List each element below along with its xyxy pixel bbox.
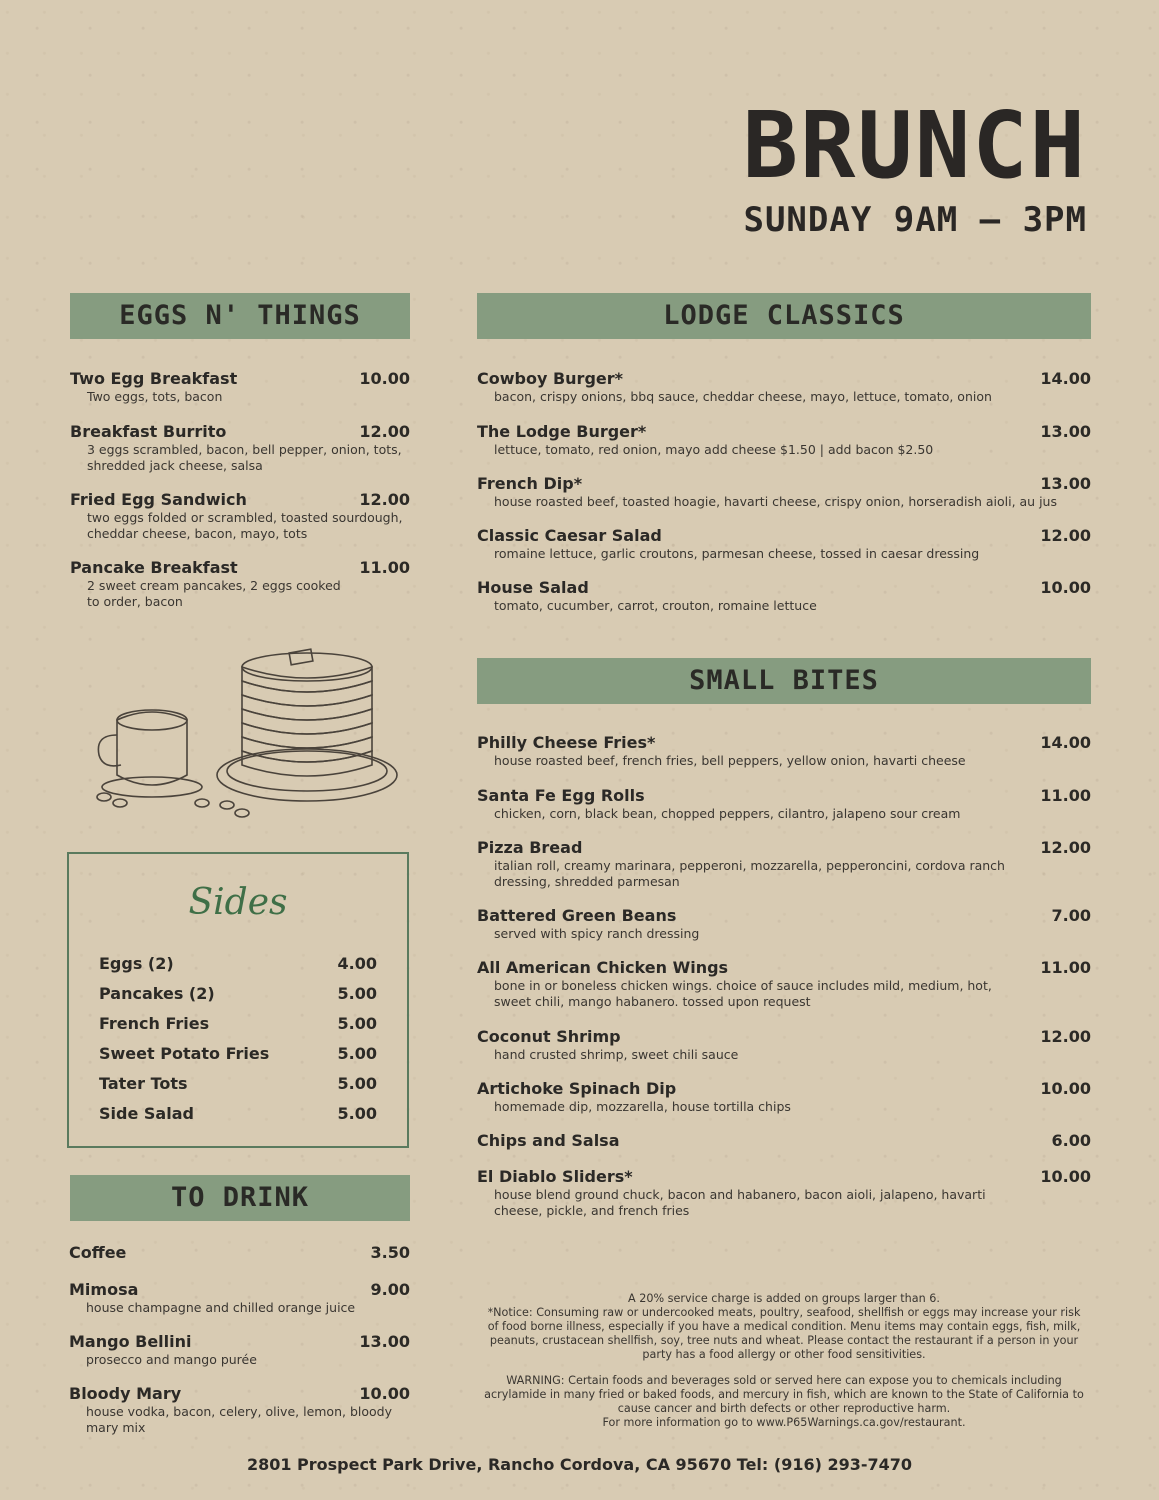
side-price: 5.00 bbox=[337, 1014, 377, 1033]
item-price: 9.00 bbox=[370, 1280, 410, 1299]
eggs-heading: EGGS N' THINGS bbox=[70, 293, 410, 339]
side-price: 4.00 bbox=[337, 954, 377, 973]
item-price: 12.00 bbox=[1040, 1027, 1091, 1046]
item-price: 10.00 bbox=[359, 369, 410, 388]
item-price: 10.00 bbox=[1040, 1079, 1091, 1098]
brunch-hours: SUNDAY 9AM – 3PM bbox=[743, 200, 1087, 240]
notice-line: WARNING: Certain foods and beverages sold or served here can expose you to chemicals including bbox=[506, 1374, 1062, 1387]
description-line: 2 sweet cream pancakes, 2 eggs cooked bbox=[87, 578, 341, 593]
side-name: French Fries bbox=[99, 1014, 210, 1033]
item-description bbox=[70, 442, 410, 474]
description-line: house roasted beef, french fries, bell peppers, yellow onion, havarti cheese bbox=[494, 753, 966, 768]
item-description bbox=[477, 389, 1091, 405]
item-name: The Lodge Burger* bbox=[477, 422, 647, 441]
description-line: 3 eggs scrambled, bacon, bell pepper, onion, tots, bbox=[87, 442, 402, 457]
item-description bbox=[477, 978, 1091, 1010]
item-description bbox=[477, 442, 1091, 458]
lodge-menu-item bbox=[477, 369, 1091, 405]
side-name: Tater Tots bbox=[99, 1074, 188, 1093]
item-price: 13.00 bbox=[1040, 422, 1091, 441]
eggs-menu-item bbox=[70, 422, 410, 474]
item-price: 14.00 bbox=[1040, 369, 1091, 388]
item-name: Pizza Bread bbox=[477, 838, 583, 857]
item-name: Mimosa bbox=[69, 1280, 139, 1299]
item-price: 12.00 bbox=[1040, 526, 1091, 545]
item-description bbox=[477, 494, 1091, 510]
item-description bbox=[70, 510, 410, 542]
item-price: 12.00 bbox=[359, 422, 410, 441]
lodge-heading: LODGE CLASSICS bbox=[477, 293, 1091, 339]
item-price: 10.00 bbox=[359, 1384, 410, 1403]
item-price: 11.00 bbox=[359, 558, 410, 577]
description-line: tomato, cucumber, carrot, crouton, romaine lettuce bbox=[494, 598, 817, 613]
item-description bbox=[477, 753, 1091, 769]
item-name: Two Egg Breakfast bbox=[70, 369, 238, 388]
notice-line: of food borne illness, especially if you have a medical condition. Menu items may contain eggs, fish, milk, bbox=[487, 1320, 1081, 1333]
notice-line: For more information go to www.P65Warnings.ca.gov/restaurant. bbox=[602, 1416, 966, 1429]
bites-heading: SMALL BITES bbox=[477, 658, 1091, 704]
item-name: Fried Egg Sandwich bbox=[70, 490, 247, 509]
side-item bbox=[99, 1104, 377, 1123]
item-price: 14.00 bbox=[1040, 733, 1091, 752]
bites-menu-item bbox=[477, 958, 1091, 1010]
description-line: cheese, pickle, and french fries bbox=[494, 1203, 690, 1218]
eggs-menu-item bbox=[70, 490, 410, 542]
item-name: Mango Bellini bbox=[69, 1332, 192, 1351]
description-line: cheddar cheese, bacon, mayo, tots bbox=[87, 526, 308, 541]
item-name: All American Chicken Wings bbox=[477, 958, 729, 977]
item-name: Santa Fe Egg Rolls bbox=[477, 786, 645, 805]
item-price: 12.00 bbox=[1040, 838, 1091, 857]
eggs-menu-item bbox=[70, 369, 410, 405]
drink-heading: TO DRINK bbox=[70, 1175, 410, 1221]
notice-line: *Notice: Consuming raw or undercooked meats, poultry, seafood, shellfish or eggs may increase your risk bbox=[487, 1306, 1081, 1319]
item-description bbox=[70, 578, 410, 610]
lodge-menu-item bbox=[477, 474, 1091, 510]
drink-menu-item bbox=[69, 1384, 410, 1436]
bites-menu-item bbox=[477, 1079, 1091, 1115]
notice-allergy bbox=[477, 1292, 1091, 1362]
drink-menu-item bbox=[69, 1280, 410, 1316]
description-line: lettuce, tomato, red onion, mayo add cheese $1.50 | add bacon $2.50 bbox=[494, 442, 934, 457]
side-name: Side Salad bbox=[99, 1104, 194, 1123]
item-price: 13.00 bbox=[359, 1332, 410, 1351]
item-price: 12.00 bbox=[359, 490, 410, 509]
side-name: Eggs (2) bbox=[99, 954, 174, 973]
side-price: 5.00 bbox=[337, 1044, 377, 1063]
item-name: Battered Green Beans bbox=[477, 906, 677, 925]
notice-line: A 20% service charge is added on groups larger than 6. bbox=[628, 1292, 940, 1305]
bites-menu-item bbox=[477, 786, 1091, 822]
item-description bbox=[477, 546, 1091, 562]
notice-warning bbox=[477, 1374, 1091, 1430]
item-name: Cowboy Burger* bbox=[477, 369, 623, 388]
description-line: chicken, corn, black bean, chopped peppers, cilantro, jalapeno sour cream bbox=[494, 806, 961, 821]
description-line: house vodka, bacon, celery, olive, lemon, bloody bbox=[86, 1404, 392, 1419]
item-price: 7.00 bbox=[1051, 906, 1091, 925]
item-name: Chips and Salsa bbox=[477, 1131, 620, 1150]
item-name: Classic Caesar Salad bbox=[477, 526, 662, 545]
description-line: house blend ground chuck, bacon and habanero, bacon aioli, jalapeno, havarti bbox=[494, 1187, 986, 1202]
item-name: Bloody Mary bbox=[69, 1384, 182, 1403]
bites-menu-item bbox=[477, 733, 1091, 769]
drink-menu-item bbox=[69, 1243, 410, 1262]
side-name: Pancakes (2) bbox=[99, 984, 215, 1003]
bites-menu-item bbox=[477, 1027, 1091, 1063]
description-line: prosecco and mango purée bbox=[86, 1352, 257, 1367]
drink-menu-item bbox=[69, 1332, 410, 1368]
bites-menu-item bbox=[477, 838, 1091, 890]
side-item bbox=[99, 1014, 377, 1033]
item-price: 11.00 bbox=[1040, 786, 1091, 805]
item-name: Coconut Shrimp bbox=[477, 1027, 621, 1046]
item-description bbox=[69, 1352, 410, 1368]
item-description bbox=[69, 1300, 410, 1316]
address-line: 2801 Prospect Park Drive, Rancho Cordova, CA 95670 Tel: (916) 293-7470 bbox=[246, 1455, 913, 1474]
bites-menu-item bbox=[477, 1131, 1091, 1150]
menu-title bbox=[742, 92, 1087, 240]
sides-heading: Sides bbox=[188, 882, 288, 923]
side-price: 5.00 bbox=[337, 984, 377, 1003]
item-price: 10.00 bbox=[1040, 1167, 1091, 1186]
side-price: 5.00 bbox=[337, 1074, 377, 1093]
side-item bbox=[99, 1074, 377, 1093]
item-description bbox=[477, 1187, 1091, 1219]
item-description bbox=[477, 926, 1091, 942]
description-line: italian roll, creamy marinara, pepperoni, mozzarella, pepperoncini, cordova ranch bbox=[494, 858, 1005, 873]
item-name: Philly Cheese Fries* bbox=[477, 733, 656, 752]
side-item bbox=[99, 1044, 377, 1063]
item-description bbox=[477, 598, 1091, 614]
description-line: bone in or boneless chicken wings. choice of sauce includes mild, medium, hot, bbox=[494, 978, 992, 993]
brunch-title: BRUNCH bbox=[742, 92, 1087, 199]
item-name: Coffee bbox=[69, 1243, 127, 1262]
sides-box bbox=[67, 852, 409, 1148]
bites-menu-item bbox=[477, 906, 1091, 942]
item-description bbox=[477, 858, 1091, 890]
description-line: hand crusted shrimp, sweet chili sauce bbox=[494, 1047, 739, 1062]
item-description bbox=[477, 1099, 1091, 1115]
notice-line: cause cancer and birth defects or other reproductive harm. bbox=[617, 1402, 951, 1415]
lodge-menu-item bbox=[477, 578, 1091, 614]
notice-line: party has a food allergy or other food sensitivities. bbox=[642, 1348, 926, 1361]
notice-line: peanuts, crustacean shellfish, soy, tree nuts and wheat. Please contact the restaurant if a person in your bbox=[489, 1334, 1079, 1347]
side-item bbox=[99, 984, 377, 1003]
notice-block bbox=[477, 1292, 1091, 1430]
description-line: served with spicy ranch dressing bbox=[494, 926, 700, 941]
pancakes-coffee-illustration bbox=[92, 625, 402, 825]
description-line: two eggs folded or scrambled, toasted sourdough, bbox=[87, 510, 403, 525]
item-price: 6.00 bbox=[1051, 1131, 1091, 1150]
item-name: Breakfast Burrito bbox=[70, 422, 227, 441]
bites-menu-item bbox=[477, 1167, 1091, 1219]
description-line: house champagne and chilled orange juice bbox=[86, 1300, 356, 1315]
side-price: 5.00 bbox=[337, 1104, 377, 1123]
item-description bbox=[477, 1047, 1091, 1063]
item-price: 3.50 bbox=[370, 1243, 410, 1262]
item-price: 13.00 bbox=[1040, 474, 1091, 493]
description-line: dressing, shredded parmesan bbox=[494, 874, 680, 889]
item-description bbox=[70, 389, 410, 405]
item-description bbox=[69, 1404, 410, 1436]
item-price: 11.00 bbox=[1040, 958, 1091, 977]
item-name: French Dip* bbox=[477, 474, 583, 493]
description-line: homemade dip, mozzarella, house tortilla chips bbox=[494, 1099, 791, 1114]
description-line: house roasted beef, toasted hoagie, havarti cheese, crispy onion, horseradish aioli, au jus bbox=[494, 494, 1057, 509]
description-line: shredded jack cheese, salsa bbox=[87, 458, 263, 473]
description-line: to order, bacon bbox=[87, 594, 183, 609]
description-line: bacon, crispy onions, bbq sauce, cheddar cheese, mayo, lettuce, tomato, onion bbox=[494, 389, 992, 404]
side-name: Sweet Potato Fries bbox=[99, 1044, 270, 1063]
item-name: House Salad bbox=[477, 578, 589, 597]
side-item bbox=[99, 954, 377, 973]
notice-line: acrylamide in many fried or baked foods, and mercury in fish, which are known to the State of California to bbox=[484, 1388, 1084, 1401]
item-name: El Diablo Sliders* bbox=[477, 1167, 633, 1186]
description-line: romaine lettuce, garlic croutons, parmesan cheese, tossed in caesar dressing bbox=[494, 546, 980, 561]
description-line: sweet chili, mango habanero. tossed upon request bbox=[494, 994, 811, 1009]
lodge-menu-item bbox=[477, 422, 1091, 458]
item-description bbox=[477, 806, 1091, 822]
lodge-menu-item bbox=[477, 526, 1091, 562]
item-name: Artichoke Spinach Dip bbox=[477, 1079, 677, 1098]
item-price: 10.00 bbox=[1040, 578, 1091, 597]
description-line: Two eggs, tots, bacon bbox=[87, 389, 223, 404]
item-name: Pancake Breakfast bbox=[70, 558, 238, 577]
eggs-menu-item bbox=[70, 558, 410, 610]
description-line: mary mix bbox=[86, 1420, 146, 1435]
